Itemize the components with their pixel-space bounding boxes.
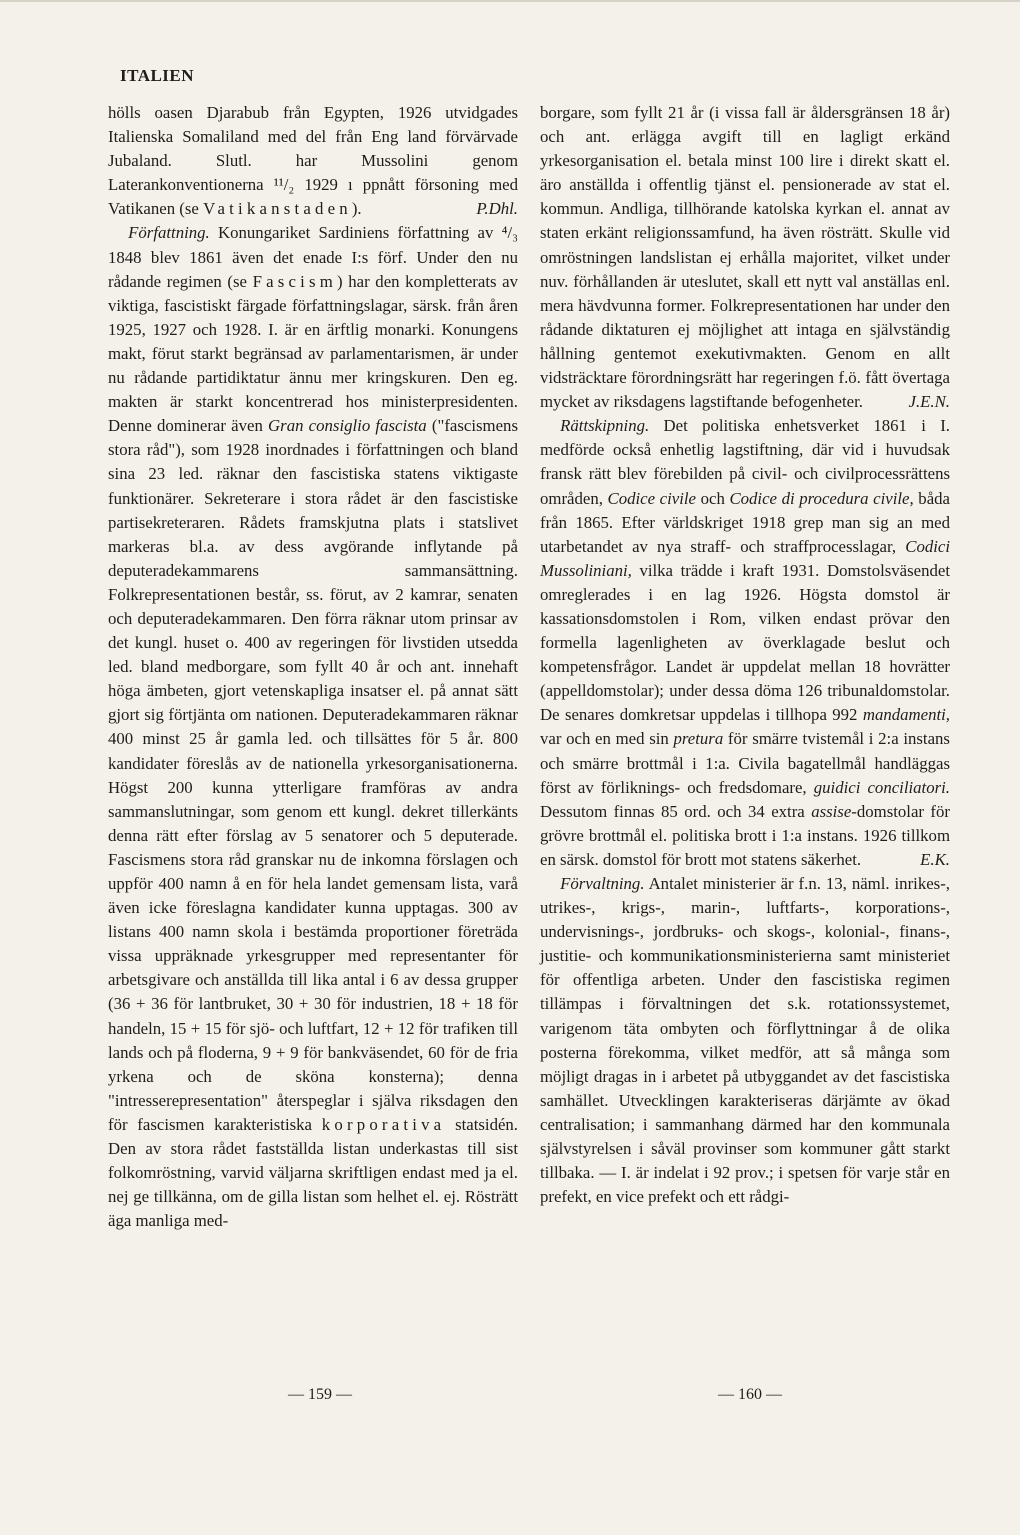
author-signature: P.Dhl. (476, 199, 518, 219)
left-column (108, 101, 518, 1233)
paragraph: Rättskipning. Det politiska enhetsverket 1861 i I. medförde också enhetlig lagstiftning, där vid i huvudsak fransk rätt blev förebilden på civil- och civilprocessrättens områden, Codice civile och Codice di procedura civile, båda från 1865. Efter världskriget 1918 grep man sig an med utarbetandet av nya straff- och straffprocesslagar, Codici Mussoliniani, vilka trädde i kraft 1931. Domstolsväsendet omreglerades i en lag 1926. Högsta domstol är kassationsdomstolen i Rom, vilken endast prövar den formella lagenligheten av överklagade beslut och kompetensfrågor. Landet är uppdelat mellan 18 hovrätter (appelldomstolar); under dessa döma 126 tribunaldomstolar. De senares domkretsar uppdelas i tillhopa 992 mandamenti, var och en med sin pretura för smärre tvistemål i 2:a instans och smärre brottmål i 1:a. Civila bagatellmål handläggas först av förliknings- och fredsdomare, guidici conciliatori. Dessutom finnas 85 ord. och 34 extra assise-domstolar för grövre brottmål el. politiska brott i 1:a instans. 1926 tillkom en särsk. domstol för brott mot statens säkerhet. E.K. (540, 414, 950, 872)
paragraph: borgare, som fyllt 21 år (i vissa fall är åldersgränsen 18 år) och ant. erlägga avgift till en lagligt erkänd yrkesorganisation el. betala minst 100 lire i direkt skatt el. äro anställda i offentlig tjänst el. pensionerade av stat el. kommun. Andliga, tillhörande katolska kyrkan el. annat av staten erkänt religionssamfund, ha även rösträtt. Skulle vid omröstningen landslistan ej erhålla majoritet, vilket under nuv. förhållanden är uteslutet, skall ett nytt val anställas enl. mera hävdvunna former. Folkrepresentationen har under den rådande diktaturen ej möjlighet att intaga en självständig hållning gentemot exekutivmakten. Genom en allt vidsträcktare förordningsrätt har regeringen f.ö. fått övertaga mycket av riksdagens lagstiftande befogenheter. J.E.N. (540, 101, 950, 414)
right-column (540, 101, 950, 1209)
author-signature: E.K. (920, 849, 950, 869)
running-head: ITALIEN (120, 66, 195, 85)
author-signature: J.E.N. (908, 392, 950, 412)
top-edge (0, 0, 1020, 2)
page-number-right: — 160 — (718, 1386, 782, 1403)
section-heading: Rättskipning. (560, 416, 650, 436)
section-heading: Författning. (128, 223, 210, 243)
paragraph: Författning. Konungariket Sardiniens författning av ⁴/₃ 1848 blev 1861 även det enade I:s förf. Under den nu rådande regimen (se Fascism) har den kompletterats av viktiga, fascistiskt färgade författningslagar, särsk. från åren 1925, 1927 och 1928. I. är en ärftlig monarki. Konungens makt, förut starkt begränsad av parlamentarismen, är under nu rådande partidiktatur ännu mer kringskuren. Den eg. makten är starkt koncentrerad hos ministerpresidenten. Denne dominerar även Gran consiglio fascista ("fascismens stora råd"), som 1928 inordnades i författningen och bland sina 23 led. räknar den fascistiska statens viktigaste funktionärer. Sekreterare i stora rådet är den fascistiske partisekreteraren. Rådets framskjutna plats i statslivet markeras bl.a. av dess avgörande inflytande på deputeradekammarens sammansättning. Folkrepresentationen består, ss. förut, av 2 kamrar, senaten och deputeradekammaren. Den förra räknar utom prinsar av det kungl. huset o. 400 av regeringen för livstiden utsedda led. bland medborgare, som fyllt 40 år och ant. innehaft höga ämbeten, gjort vetenskapliga insatser el. på annat sätt gjort sig förtjänta om nationen. Deputeradekammaren räknar 400 minst 25 år gamla led. och tillsättes för 5 år. 800 kandidater föreslås av de nationella yrkesorganisationerna. Högst 200 kunna ytterligare framföras av andra sammanslutningar, som genom ett kungl. dekret tillerkänts denna rätt efter förslag av 5 senatorer och 5 deputerade. Fascismens stora råd granskar nu de inkomna förslagen och uppför 400 namn å en för hela landet gemensam lista, varå även icke föreslagna kandidater kunna upptagas. 300 av listans 400 namn skola i bestämda proportioner företräda vissa uppräknade yrkesgrupper med representanter för arbetsgivare och anställda till lika antal i 6 av dessa grupper (36 + 36 för lantbruket, 30 + 30 för industrien, 18 + 18 för handeln, 15 + 15 för sjö- och luftfart, 12 + 12 för trafiken till lands och på floderna, 9 + 9 för bankväsendet, 60 för de fria yrkena och de sköna konsterna); denna "intresserepresentation" återspeglar i själva riksdagen den för fascismen karakteristiska korporativa statsidén. Den av stora rådet fastställda listan underkastas till sist folkomröstning, varvid väljarna skriftligen endast med ja el. nej ge tillkänna, om de gilla listan som helhet el. ej. Rösträtt äga manliga med- (108, 223, 518, 1231)
paragraph: Förvaltning. Antalet ministerier är f.n. 13, näml. inrikes-, utrikes-, krigs-, marin-, luftfarts-, korporations-, undervisnings-, jordbruks- och skogs-, kolonial-, finans-, justitie- och kommunikationsministerierna samt ministeriet för offentliga arbeten. Under den fascistiska regimen tillämpas i förvaltningen det s.k. rotationssystemet, varigenom täta ombyten och förflyttningar å de olika posterna förekomma, vilket medför, att så många som möjligt dragas in i arbetet på utbyggandet av det fascistiska samhället. Utvecklingen karakteriseras därjämte av ökad centralisation; i sammanhang därmed har den kommunala självstyrelsen i såväl provinser som kommuner gått starkt tillbaka. — I. är indelat i 92 prov.; i spetsen för varje står en prefekt, en vice prefekt och ett rådgi- (540, 874, 950, 1207)
section-heading: Förvaltning. (560, 874, 645, 893)
page-number-left: — 159 — (288, 1386, 352, 1403)
paragraph: hölls oasen Djarabub från Egypten, 1926 utvidgades Italienska Somaliland med del från Eng land förvärvade Jubaland. Slutl. har Mussolini genom Laterankonventionerna ¹¹/₂ 1929 ı ppnått försoning med Vatikanen (se Vatikanstaden). P.Dhl. (108, 101, 518, 221)
